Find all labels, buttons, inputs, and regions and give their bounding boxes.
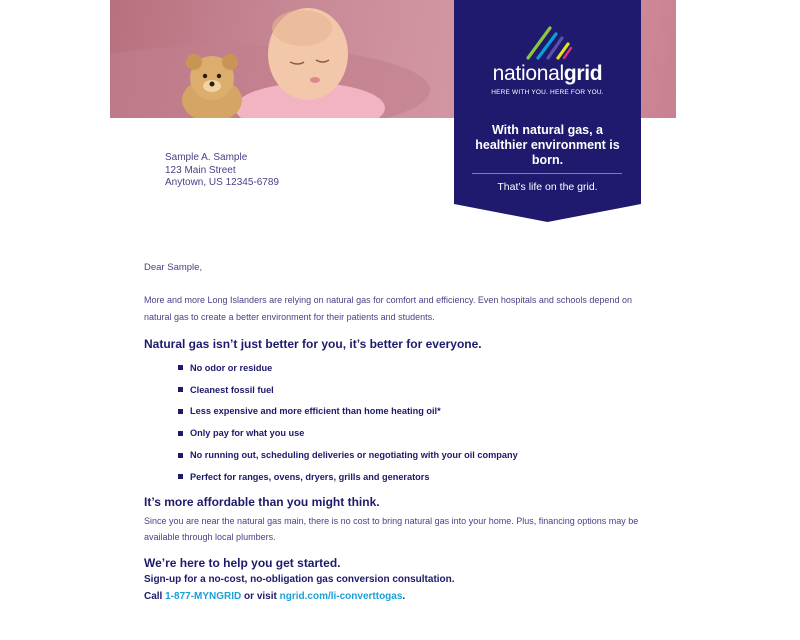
cta-signup-line: Sign-up for a no-cost, no-obligation gas conversion consultation. (144, 574, 455, 585)
list-item (178, 379, 518, 401)
cta-period: . (402, 591, 406, 602)
address-name: Sample A. Sample (165, 152, 248, 163)
list-item (178, 444, 518, 466)
banner-subline: That’s life on the grid. (497, 181, 598, 193)
bullet-square-icon (178, 409, 183, 414)
logo-prefix: national (492, 62, 564, 85)
recipient-address (165, 152, 279, 190)
bullet-square-icon (178, 387, 183, 392)
phone-link[interactable]: 1-877-MYNGRID (165, 591, 242, 602)
banner-headline: With natural gas, a healthier environment is born. (475, 123, 620, 167)
list-item-text: Cleanest fossil fuel (190, 384, 274, 395)
heading-get-started: We’re here to help you get started. (144, 556, 341, 570)
list-item (178, 401, 518, 423)
heading-benefits: Natural gas isn’t just better for you, it’s better for everyone. (144, 337, 482, 351)
address-city: Anytown, US 12345-6789 (165, 177, 279, 188)
address-street: 123 Main Street (165, 164, 236, 176)
cta-contact-line (144, 591, 405, 602)
brand-logo (454, 62, 641, 86)
national-grid-logo-icon (524, 24, 574, 64)
cta-or-visit-label: or visit (244, 591, 277, 602)
list-item (178, 357, 518, 379)
website-link[interactable]: ngrid.com/li-converttogas (279, 591, 403, 602)
bullet-square-icon (178, 431, 183, 436)
benefits-list (178, 357, 518, 488)
list-item-text: Perfect for ranges, ovens, dryers, grills and generators (190, 471, 430, 482)
list-item (178, 466, 518, 488)
cta-call-label: Call (144, 591, 163, 602)
bullet-square-icon (178, 453, 183, 458)
bullet-square-icon (178, 365, 183, 370)
heading-affordable: It’s more affordable than you might think. (144, 495, 380, 509)
affordable-paragraph: Since you are near the natural gas main, there is no cost to bring natural gas into your home. Plus, financing options may be available through local plumbers. (144, 516, 639, 542)
salutation: Dear Sample, (144, 262, 203, 273)
brand-tagline: HERE WITH YOU. HERE FOR YOU. (491, 89, 604, 96)
bullet-square-icon (178, 474, 183, 479)
list-item-text: Less expensive and more efficient than home heating oil* (190, 406, 441, 417)
logo-suffix: grid (563, 62, 603, 85)
intro-paragraph: More and more Long Islanders are relying on natural gas for comfort and efficiency. Even hospitals and schools depend on natural gas to create a better environment for their patients and students. (144, 295, 632, 322)
list-item-text: Only pay for what you use (190, 428, 305, 439)
banner-divider (472, 173, 622, 174)
list-item (178, 422, 518, 444)
list-item-text: No odor or residue (190, 362, 273, 373)
list-item-text: No running out, scheduling deliveries or negotiating with your oil company (190, 450, 518, 461)
